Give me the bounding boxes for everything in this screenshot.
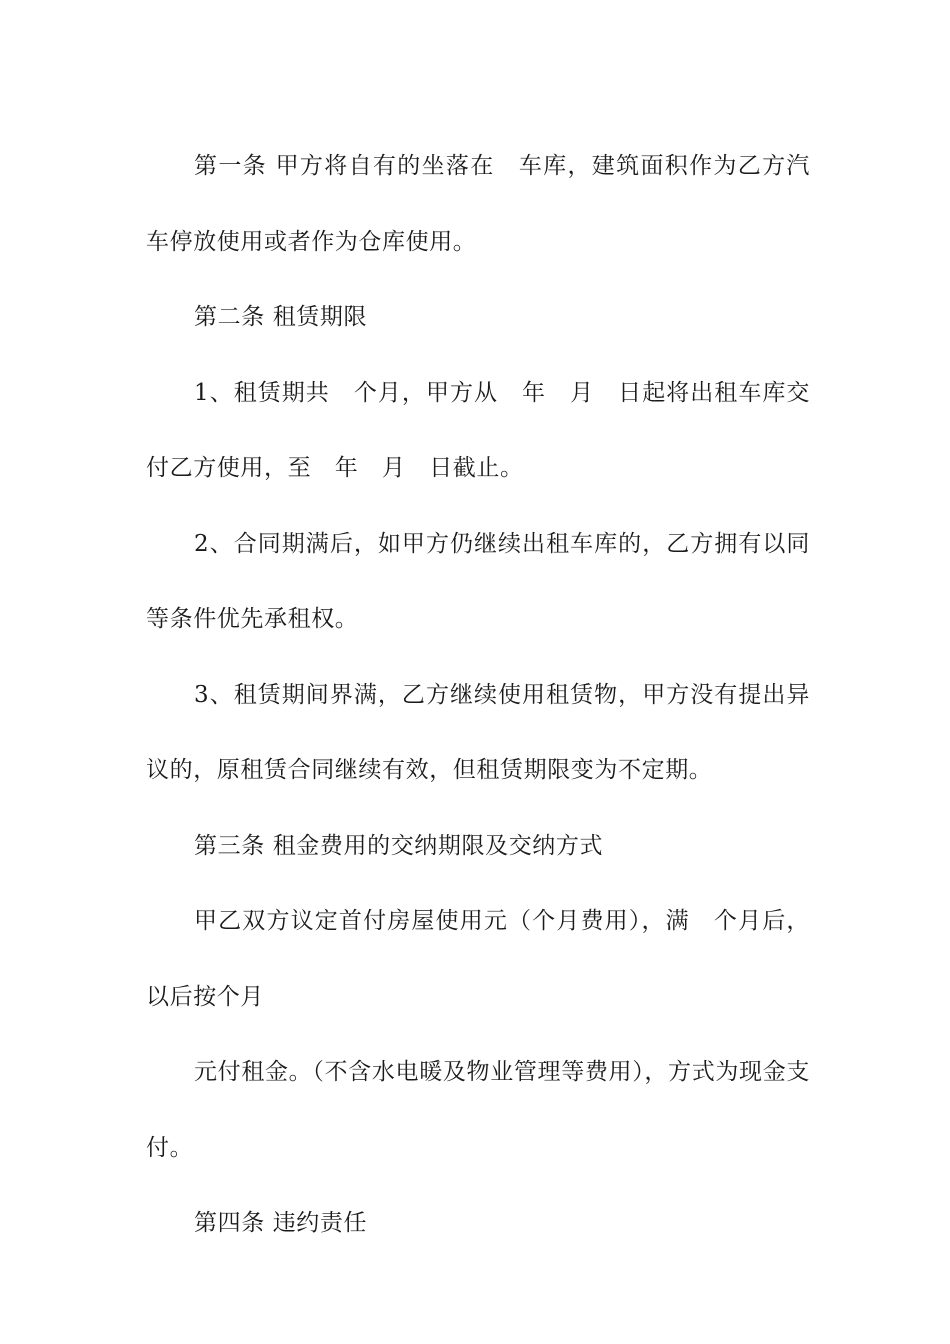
article3-paragraph-1: 甲乙双方议定首付房屋使用元（个月费用），满 个月后，以后按个月 [146, 908, 810, 1010]
article3-paragraph-2: 元付租金。（不含水电暖及物业管理等费用），方式为现金支付。 [146, 1059, 810, 1161]
article1-paragraph: 第一条 甲方将自有的坐落在 车库，建筑面积作为乙方汽车停放使用或者作为仓库使用。 [146, 153, 810, 255]
document-body [146, 129, 810, 1262]
article2-heading: 第二条 租赁期限 [194, 304, 368, 330]
article2-item1-paragraph: 1、租赁期共 个月，甲方从 年 月 日起将出租车库交付乙方使用，至 年 月 日截止。 [146, 379, 810, 481]
article4-heading: 第四条 违约责任 [194, 1210, 368, 1236]
article2-item2-paragraph: 2、合同期满后，如甲方仍继续出租车库的，乙方拥有以同等条件优先承租权。 [146, 530, 810, 632]
article3-heading: 第三条 租金费用的交纳期限及交纳方式 [194, 832, 604, 859]
article2-item3-paragraph: 3、租赁期间界满，乙方继续使用租赁物，甲方没有提出异议的，原租赁合同继续有效，但租赁期限变为不定期。 [146, 681, 810, 783]
